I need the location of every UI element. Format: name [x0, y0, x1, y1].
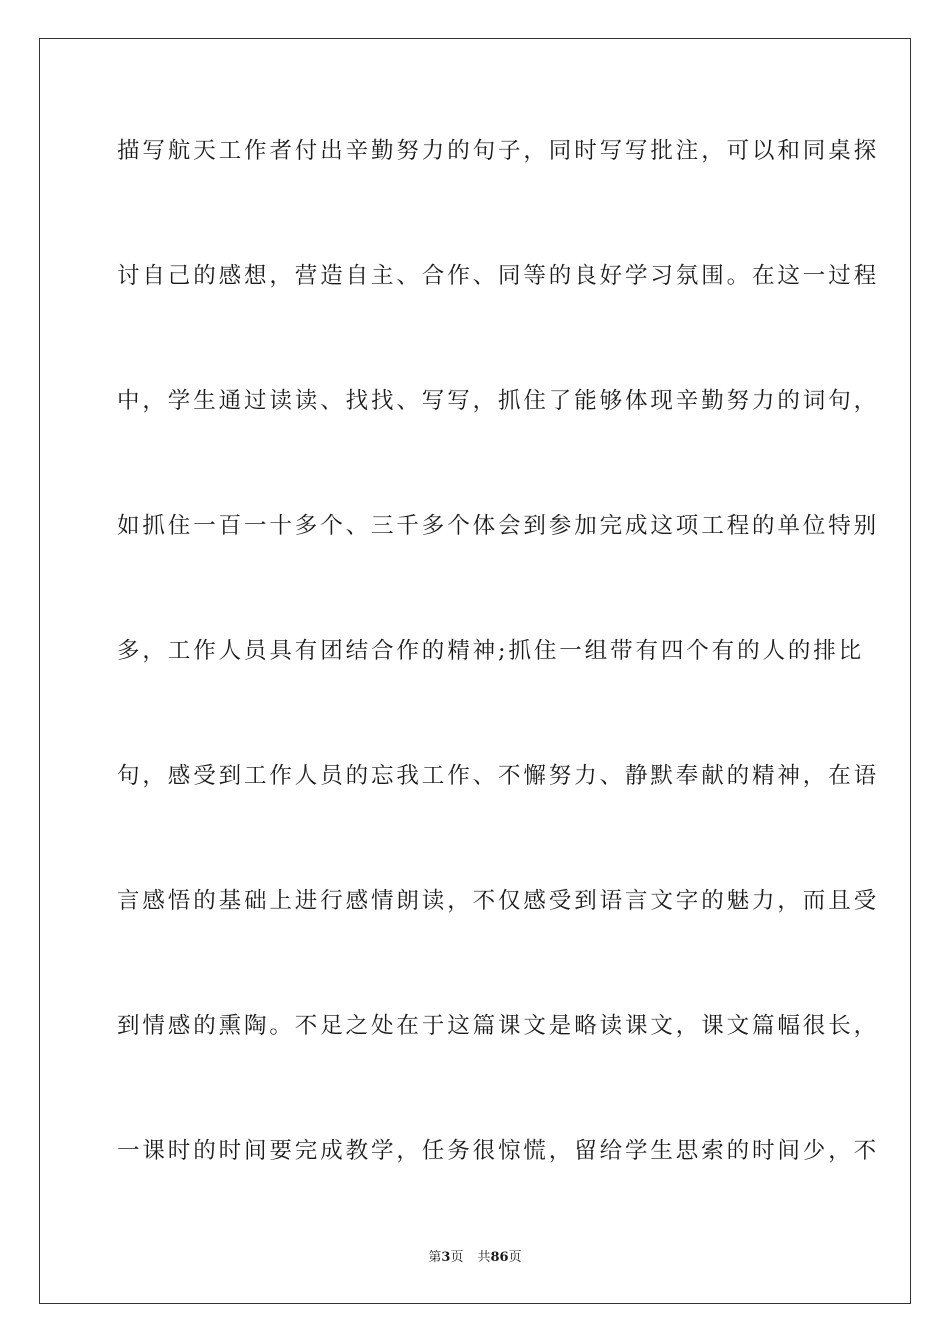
text-line: 句，感受到工作人员的忘我工作、不懈努力、静默奉献的精神，在语	[117, 763, 880, 789]
text-line: 一课时的时间要完成教学，任务很惊慌，留给学生思索的时间少，不	[117, 1138, 880, 1164]
text-line: 描写航天工作者付出辛勤努力的句子，同时写写批注，可以和同桌探	[117, 138, 880, 164]
total-pages: 86	[490, 1250, 509, 1265]
page-footer	[0, 1249, 950, 1267]
text-line: 到情感的熏陶。不足之处在于这篇课文是略读课文，课文篇幅很长，	[117, 1013, 880, 1039]
page-border	[39, 38, 911, 1304]
page-prefix: 第	[428, 1250, 442, 1265]
text-line: 言感悟的基础上进行感情朗读，不仅感受到语言文字的魅力，而且受	[117, 888, 880, 914]
text-line: 讨自己的感想，营造自主、合作、同等的良好学习氛围。在这一过程	[117, 263, 880, 289]
total-prefix: 共	[477, 1250, 491, 1265]
total-suffix: 页	[508, 1250, 522, 1265]
text-line: 如抓住一百一十多个、三千多个体会到参加完成这项工程的单位特别	[117, 513, 880, 539]
page-number: 3	[441, 1250, 451, 1265]
text-line: 中，学生通过读读、找找、写写，抓住了能够体现辛勤努力的词句，	[117, 388, 880, 414]
text-line: 多，工作人员具有团结合作的精神;抓住一组带有四个有的人的排比	[117, 638, 865, 664]
page-suffix: 页	[450, 1250, 464, 1265]
